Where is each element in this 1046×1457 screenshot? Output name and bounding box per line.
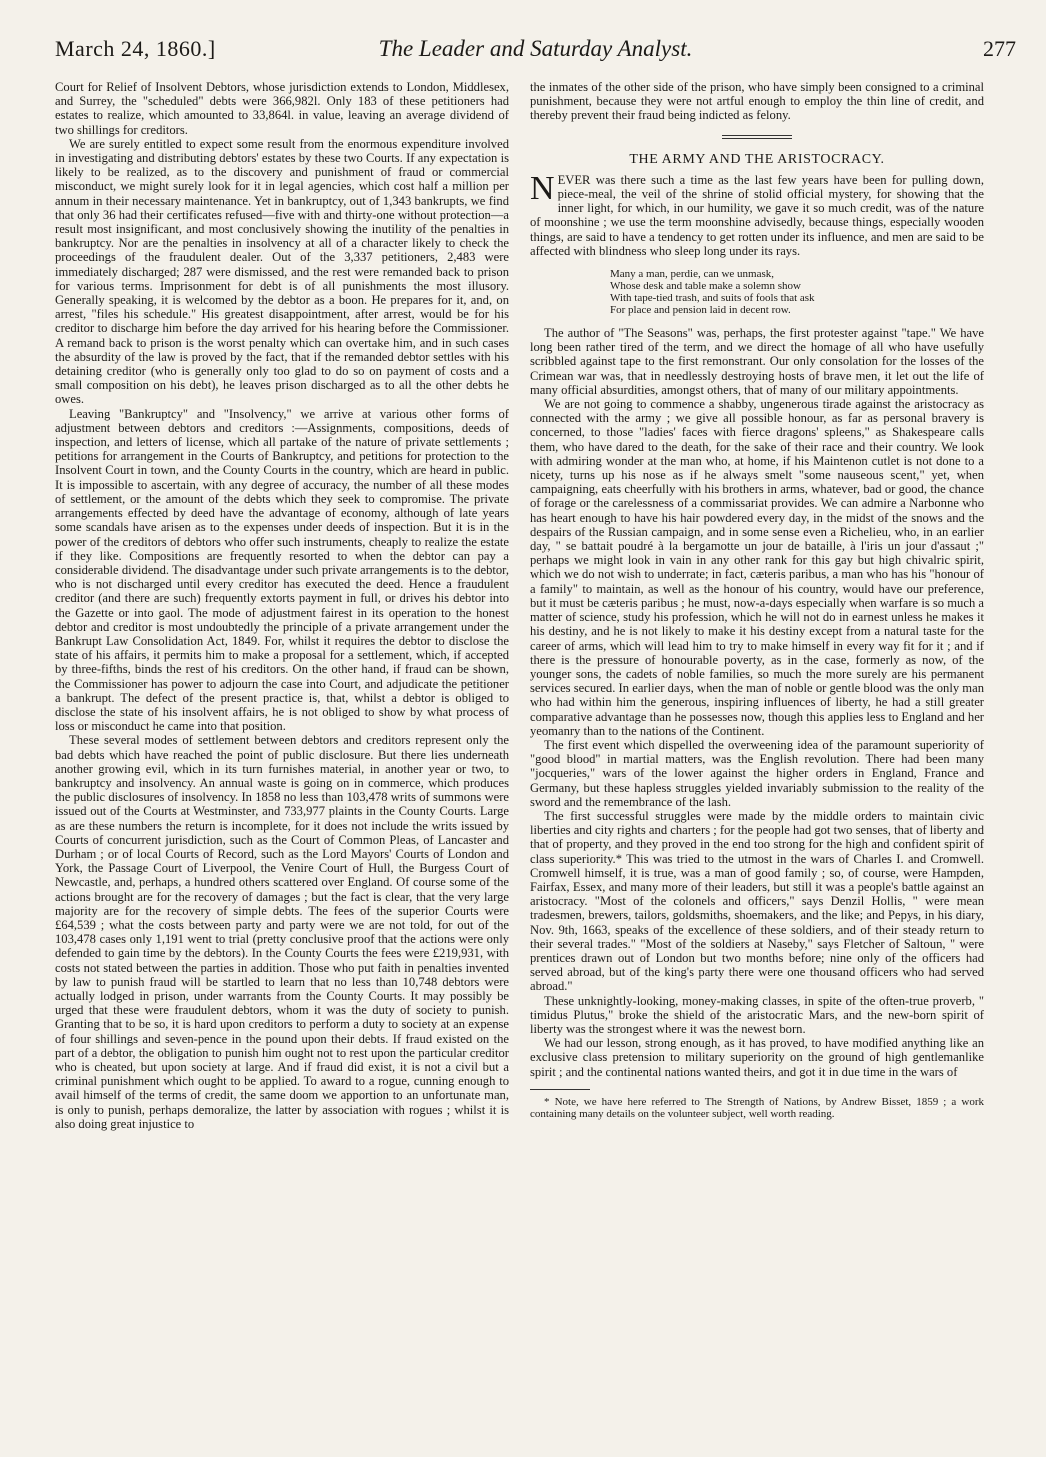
article-heading: THE ARMY AND THE ARISTOCRACY. [629, 151, 885, 167]
verse-line: Many a man, perdie, can we unmask, [610, 268, 775, 281]
verse-line: Whose desk and table make a solemn show [610, 280, 801, 293]
paragraph: Leaving "Bankruptcy" and "Insolvency," we arrive at various other forms of adjustment between debtors and creditors :—Assignments, compositions, deeds of inspection, and letters of license, which all partake of the nature of private settlements ; petitions for arrangement in the Courts of Bankruptcy, and petitions for protection to the Insolvent Court in town, and the County Courts in the country, which are heard in public. It is impossible to ascertain, with any degree of accuracy, the number of all these modes of settlement, or the amount of the debts which they seek to compromise. The private arrangements effected by deed have the advantage of economy, although of late years some scandals have arisen as to the expenses under deeds of inspection. But it is in the power of the creditors of debtors who offer such instruments, cheaply to realize the estate if they like. Compositions are frequently resorted to when the debtor can pay a considerable dividend. The disadvantage under such private arrangements is to the debtor, who is not discharged until every creditor has executed the deed. Hence a fraudulent creditor (and there are such) frequently extorts payment in full, or drives his debtor into the Gazette or into gaol. The mode of adjustment fairest in its operation to the honest debtor and creditor is most undoubtedly the principle of a private arrangement under the Bankrupt Law Consolidation Act, 1849. For, whilst it requires the debtor to disclose the state of his affairs, it permits him to make a proposal for a settlement, which, if accepted by three-fifths, binds the rest of his creditors. On the other hand, if fraud can be shown, the Commissioner has power to adjourn the case into Court, and adjudicate the petitioner a bankrupt. The defect of the present practice is, that, whilst a debtor is obliged to disclose the state of his insolvent affairs, he is not obliged to show by what process of loss or misconduct he came into that position. [55, 406, 509, 734]
paragraph: We are surely entitled to expect some result from the enormous expenditure involved in investigating and distributing debtors' estates by these two Courts. If any expectation is likely to be realized, as to the discovery and punishment of fraud or commercial misconduct, we might surely look for it in legal agencies, which cost half a million per annum in their necessary maintenance. Yet in bankruptcy, out of 1,343 bankrupts, we find that only 36 had their certificates refused—five with and thirty-one without protection—a result most insignificant, and most conclusively showing the inutility of the penalties in bankruptcy. Nor are the penalties in insolvency at all of a character likely to check the proceedings of the fraudulent dealer. Out of the 3,337 petitioners, 2,483 were immediately discharged; 287 were dismissed, and the rest were remanded back to prison for various terms. Imprisonment for debt is of all punishments the most illusory. Generally speaking, it is welcomed by the debtor as a boon. He prepares for it, and, on arrest, "files his schedule." His greatest disappointment, after arrest, would be for his creditor to discharge him before the day arrived for his hearing before the Commissioner. A remand back to prison is the worst penalty which can overtake him, and in such cases the absurdity of the law is proved by the fact, that if the remanded debtor settles with his detaining creditor (who is generally only too glad to do so on payment of costs and a small composition on his debt), he leaves prison discharged as to all the other debts he owes. [55, 136, 509, 407]
page-number: 277 [983, 36, 1016, 61]
paragraph: The first event which dispelled the overweening idea of the paramount superiority of "good blood" in martial matters, was the English revolution. There had been many "jocqueries," wars of the lower against the higher orders in England, France and Germany, but these hapless struggles yielded invariably submission to the reality of the sword and the remembrance of the lash. [530, 737, 984, 809]
right-column [530, 80, 984, 1121]
footnote-divider [530, 1089, 590, 1090]
drop-cap: N [530, 169, 555, 207]
paragraph: These unknightly-looking, money-making classes, in spite of the often-true proverb, " timidus Plutus," broke the shield of the aristocratic Mars, and the new-born spirit of liberty was the strongest where it was the newest born. [530, 993, 984, 1036]
paragraph: We had our lesson, strong enough, as it has proved, to have modified anything like an exclusive class pretension to military superiority on the ground of high gentlemanlike spirit ; and the continental nations wanted theirs, and got it in due time in the wars of [530, 1036, 984, 1079]
paragraph: The author of "The Seasons" was, perhaps, the first protester against "tape." We have long been rather tired of the term, and we direct the homage of all who have usefully scribbled against tape to the first remonstrant. Our only consolation for the losses of the Crimean war was, that in needlessly destroying hosts of brave men, it let out the life of many official absurdities, amongst others, that of many of our military appointments. [530, 326, 984, 397]
verse-quotation [610, 268, 984, 316]
issue-date: March 24, 1860.] [55, 36, 216, 61]
left-column [55, 80, 509, 1131]
verse-line: With tape-tied trash, and suits of fools that ask [610, 292, 815, 305]
paragraph: These several modes of settlement between debtors and creditors represent only the bad debts which have reached the point of public disclosure. But there lies underneath another growing evil, which in its turn furnishes material, in another year or two, to bankruptcy and insolvency. An annual waste is going on in commerce, which produces the public disclosures of insolvency. In 1858 no less than 103,478 writs of summons were issued out of the Courts at Westminster, and 733,977 plaints in the County Courts. Large as are these numbers the return is incomplete, for it does not include the writs issued by Courts of concurrent jurisdiction, such as the Court of Common Pleas, of Lancaster and Durham ; or of local Courts of Record, such as the Lord Mayors' Courts of London and York, the Passage Court of Liverpool, the Venire Court of Hull, the Burgess Court of Newcastle, and, perhaps, a hundred others scattered over England. Of course some of the actions brought are for the recovery of damages ; but the fact is clear, that the very large majority are for the recovery of simple debts. The fees of the superior Courts were £64,539 ; what the costs between party and party were we are not told, for out of the 103,478 cases only 1,191 went to trial (pretty conclusive proof that the actions were only defended to gain time by the debtors). In the County Courts the fees were £219,931, with costs not stated between the parties in addition. Those who put faith in penalties invented by law to punish fraud will be startled to learn that no less than 10,748 debtors were actually lodged in prison, under warrants from the County Courts. It may possibly be urged that these were fraudulent debtors, whom it was the duty of society to punish. Granting that to be so, it is hard upon creditors to perform a duty to society at an expense of four shillings and seven-pence in the pound upon their debts. If fraud existed on the part of a debtor, the obligation to punish him ought not to rest upon the particular creditor who is cheated, but upon society at large. And if fraud did exist, it is not a civil but a criminal punishment which ought to be applied. To award to a rogue, cunning enough to avail himself of the terms of credit, the same doom we apportion to an unfortunate man, is only to punish, perhaps demoralize, the latter by association with rogues ; whilst it is also doing great injustice to [55, 733, 509, 1131]
lead-text: EVER was there such a time as the last few years have been for pulling down, piece-meal, the veil of the shrine of stolid official mystery, for showing that the inner light, for which, in our humility, we gave it so much credit, was of the nature of moonshine ; we use the term moonshine advisedly, because things, especially wooden things, are said to have a tendency to get rotten under its influence, and men are said to be affected with blindness who sleep long under its rays. [530, 172, 984, 258]
verse-line: For place and pension laid in decent row. [610, 304, 791, 317]
paragraph: We are not going to commence a shabby, ungenerous tirade against the aristocracy as connected with the army ; we give all possible honour, as far as personal bravery is concerned, to those "ladies' faces with fierce dragons' spleens," as Shakespeare calls them, who have dared to the death, for the sake of their race and their country. We look with admiring wonder at the man who, at home, if his Maintenon cutlet is not done to a nicety, turns up his nose as if he always smelt "some nauseous scent," yet, when campaigning, eats cheerfully with his brothers in arms, whatever, bad or good, the chance of forage or the carelessness of a commissariat provides. We can admire a Narbonne who has heart enough to have his hair powdered every day, in the midst of the snows and the despairs of the Russian campaign, and in some sense even a Richelieu, who, in an earlier day, " se battait poudré à la bergamotte un jour de bataille, à l'iris un jour d'assaut ;" perhaps we might look in vain in any other rank for this gay but high chivalric spirit, which we do not wish to underrate; in fact, cæteris paribus, a man who has his "honour of a family" to maintain, as well as the honour of his country, would have our preference, but it must be cæteris paribus ; he must, now-a-days especially when warfare is so much a matter of science, study his profession, which he will not do in earnest unless he makes it his destiny, and he is not likely to make it his destiny except from a natural taste for the career of arms, which will lead him to try to make himself in every way fit for it ; and if there is the pressure of honourable poverty, as in the case, formerly as now, of the younger sons, the cadets of noble families, so much the more surely are his permanent services secured. In earlier days, when the man of noble or gentle blood was the only man who had within him the generous, inspiring influences of liberty, he had a still greater comparative advantage than he possesses now, though this applies less to England and her yeomanry than to the nations of the Continent. [530, 397, 984, 738]
paragraph: The first successful struggles were made by the middle orders to maintain civic liberties and city rights and charters ; for the people had got two senses, that of liberty and that of property, and they proved in the end too strong for the high and confident spirit of class superiority.* This was tried to the utmost in the wars of Charles I. and Cromwell. Cromwell himself, it is true, was a man of good family ; so, of course, were Hampden, Fairfax, Essex, and many more of their leaders, but still it was a people's battle against an aristocracy. "Most of the colonels and officers," says Denzil Hollis, " were mean tradesmen, brewers, tailors, goldsmiths, shoemakers, and the like; and Pepys, in his diary, Nov. 9th, 1663, speaks of the excellence of these soldiers, and of their steady return to their several trades." "Most of the soldiers at Naseby," says Fletcher of Saltoun, " were prentices drawn out of London but two months before; nine only of the officers had served abroad, but of the king's party there were one thousand officers who had served abroad." [530, 808, 984, 994]
page-header [55, 36, 1016, 76]
footnote: * Note, we have here referred to The Strength of Nations, by Andrew Bisset, 1859 ; a work containing many details on the volunteer subject, well worth reading. [530, 1095, 984, 1121]
article-lead-paragraph [530, 169, 984, 258]
section-divider [722, 135, 792, 139]
paragraph: the inmates of the other side of the prison, who have simply been consigned to a criminal punishment, because they were not artful enough to employ the thin line of credit, and thereby prevent their fraud being indicted as felony. [530, 80, 984, 123]
paragraph: Court for Relief of Insolvent Debtors, whose jurisdiction extends to London, Middlesex, and Surrey, the "scheduled" debts were 366,982l. Only 183 of these petitioners had estates to realize, which amounted to 33,864l. in value, leaving an average dividend of two shillings for creditors. [55, 80, 509, 137]
publication-title: The Leader and Saturday Analyst. [378, 36, 693, 61]
